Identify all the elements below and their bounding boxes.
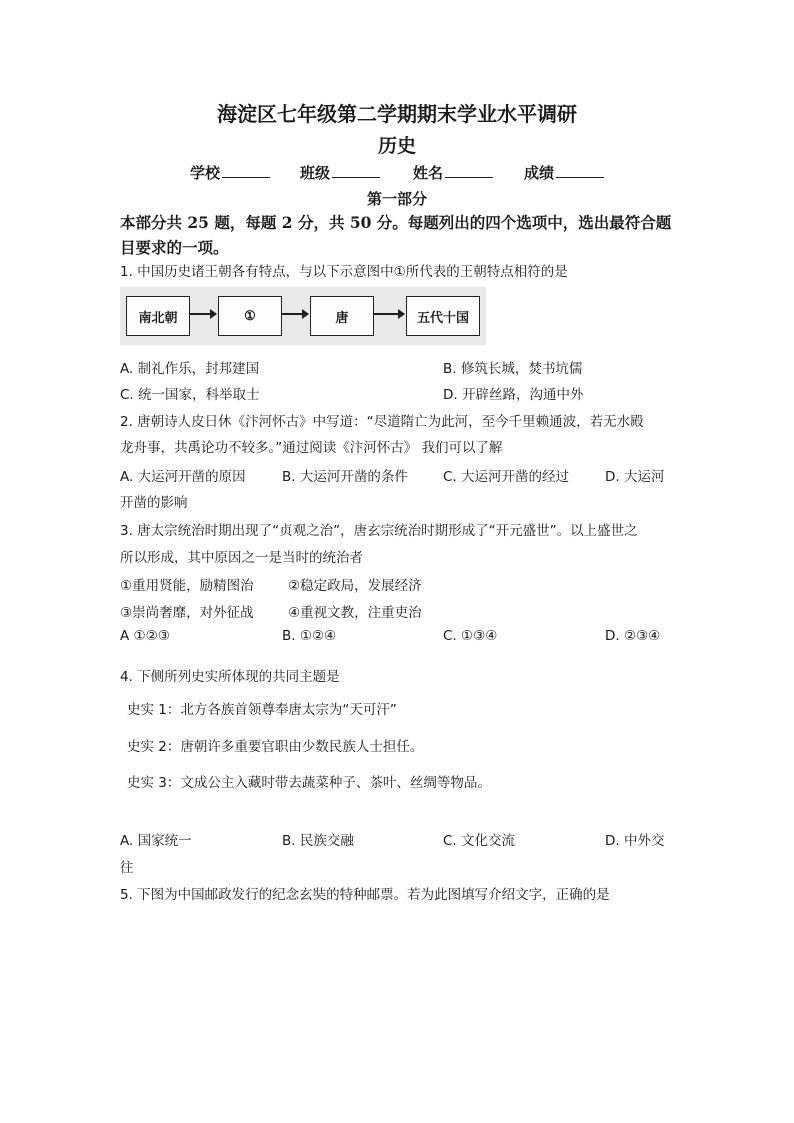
q2-stem-line-2: 龙舟事，共禹论功不较多。”通过阅读《汴河怀古》 我们可以了解 <box>120 440 503 456</box>
q1-option-a: A. 制礼作乐，封邦建国 <box>120 361 260 377</box>
flow-arrow-icon <box>190 313 216 315</box>
score-blank <box>556 163 604 178</box>
q4-fact-3: 史实 3：文成公主入藏时带去蔬菜种子、茶叶、丝绸等物品。 <box>127 775 491 791</box>
school-label: 学校 <box>190 164 221 182</box>
q3-item-2: ②稳定政局，发展经济 <box>288 578 422 594</box>
q4-option-d: D. 中外交 <box>605 833 665 849</box>
q2-stem-line-1: 2. 唐朝诗人皮日休《汴河怀古》中写道：“尽道隋亡为此河，至今千里赖通波，若无水殿 <box>120 414 644 430</box>
q4-fact-1: 史实 1：北方各族首领尊奉唐太宗为“天可汗” <box>127 702 397 718</box>
flow-box-nanbeichao: 南北朝 <box>126 296 190 336</box>
name-label: 姓名 <box>413 164 444 182</box>
q4-option-b: B. 民族交融 <box>282 833 354 849</box>
flow-arrow-icon <box>282 313 308 315</box>
dynasty-flow-diagram <box>120 287 486 345</box>
name-field <box>413 162 493 183</box>
q3-item-1: ①重用贤能，励精图治 <box>120 578 254 594</box>
flow-arrow-icon <box>374 313 404 315</box>
q3-option-d: D. ②③④ <box>605 628 661 644</box>
class-field <box>300 162 380 183</box>
q1-stem: 1. 中国历史诸王朝各有特点，与以下示意图中①所代表的王朝特点相符的是 <box>120 264 568 280</box>
q3-item-3: ③崇尚奢靡，对外征战 <box>120 605 254 621</box>
subject-title: 历史 <box>377 135 416 157</box>
instruction-line-2: 目要求的一项。 <box>120 238 229 257</box>
exam-title: 海淀区七年级第二学期期末学业水平调研 <box>217 102 577 126</box>
q3-option-b: B. ①②④ <box>282 628 337 644</box>
flow-box-tang: 唐 <box>310 296 374 336</box>
class-label: 班级 <box>300 164 331 182</box>
class-blank <box>332 163 380 178</box>
q3-option-c: C. ①③④ <box>443 628 498 644</box>
q1-option-c: C. 统一国家，科举取士 <box>120 387 260 403</box>
q3-stem-line-1: 3. 唐太宗统治时期出现了“贞观之治”，唐玄宗统治时期形成了“开元盛世”。以上盛世之 <box>120 523 638 539</box>
q4-option-d-continued: 往 <box>120 860 134 876</box>
q4-option-a: A. 国家统一 <box>120 833 192 849</box>
part-title: 第一部分 <box>366 190 427 208</box>
instruction-line-1: 本部分共 25 题，每题 2 分，共 50 分。每题列出的四个选项中，选出最符合题 <box>120 213 672 232</box>
flow-box-wudai: 五代十国 <box>406 296 480 336</box>
q3-option-a: A ①②③ <box>120 628 170 644</box>
q4-fact-2: 史实 2：唐朝许多重要官职由少数民族人士担任。 <box>127 739 424 755</box>
q3-item-4: ④重视文教，注重吏治 <box>288 605 422 621</box>
q2-option-d: D. 大运河 <box>605 469 665 485</box>
name-blank <box>445 163 493 178</box>
school-blank <box>222 163 270 178</box>
q1-option-d: D. 开辟丝路，沟通中外 <box>443 387 584 403</box>
q2-option-a: A. 大运河开凿的原因 <box>120 469 246 485</box>
q1-option-b: B. 修筑长城，焚书坑儒 <box>443 361 583 377</box>
q2-option-b: B. 大运河开凿的条件 <box>282 469 408 485</box>
q4-option-c: C. 文化交流 <box>443 833 516 849</box>
school-field <box>190 162 270 183</box>
q4-stem: 4. 下侧所列史实所体现的共同主题是 <box>120 669 340 685</box>
q5-stem: 5. 下图为中国邮政发行的纪念玄奘的特种邮票。若为此图填写介绍文字，正确的是 <box>120 887 610 903</box>
q2-option-c: C. 大运河开凿的经过 <box>443 469 570 485</box>
score-field <box>524 162 604 183</box>
score-label: 成绩 <box>524 164 555 182</box>
flow-box-1: ① <box>218 296 282 336</box>
q3-stem-line-2: 所以形成，其中原因之一是当时的统治者 <box>120 550 363 566</box>
q2-option-d-continued: 开凿的影响 <box>120 495 188 511</box>
